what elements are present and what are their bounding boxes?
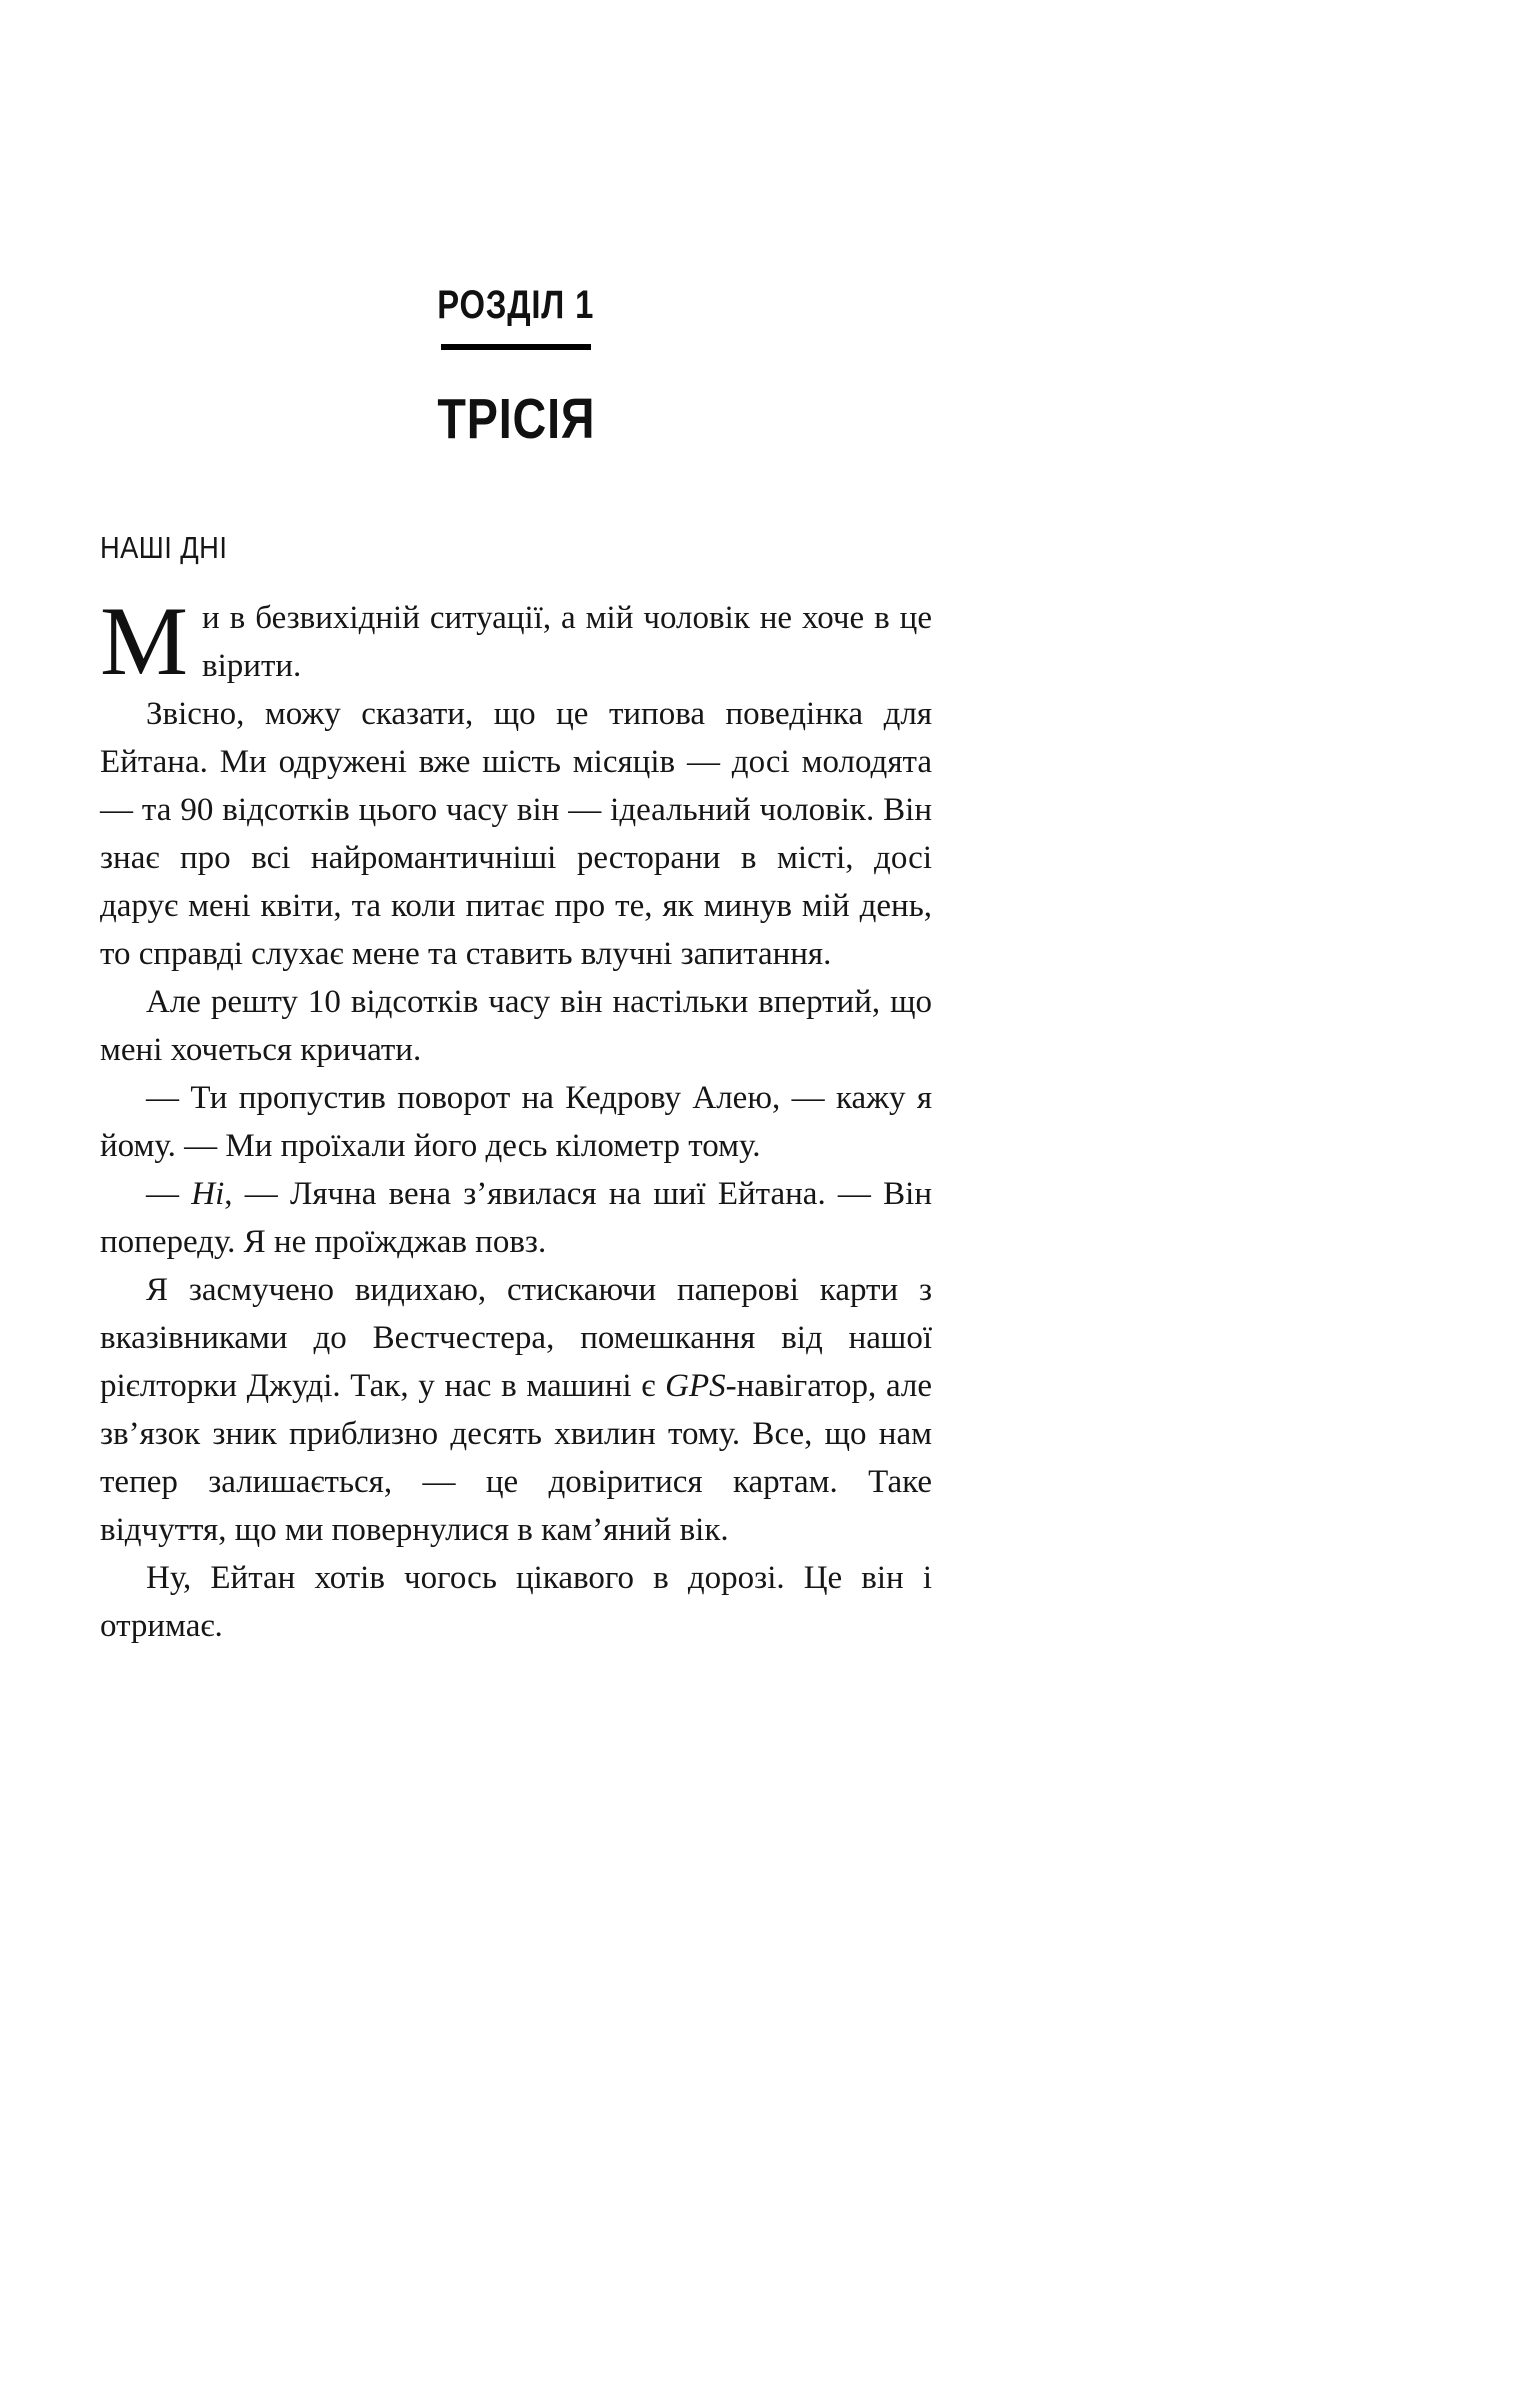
paragraph-opening (100, 587, 932, 696)
section-heading (100, 530, 932, 566)
opening-text: и в безвихідній ситуації, а мій чоловік не хоче в це вірити. (202, 600, 932, 684)
text-column (100, 283, 932, 1650)
paragraph-segment: Я засмучено видихаю, стискаючи паперові карти з вказівниками до Вестчестера, помешкання від нашої рієлторки Джуді. Так, у нас в машині є (100, 1272, 932, 1404)
chapter-rule (441, 344, 591, 350)
paragraph (100, 1170, 932, 1266)
paragraph-segment-italic: Ні (191, 1176, 225, 1212)
chapter-number-label: РОЗДІЛ 1 (437, 283, 595, 327)
paragraph: Звісно, можу сказати, що це типова поведінка для Ейтана. Ми одружені вже шість місяців — досі молодята — та 90 відсотків цього часу він — ідеальний чоловік. Він знає про всі найромантичніші ресторани в місті, досі дарує мені квіти, та коли питає про те, як минув мій день, то справді слухає мене та ставить влучні запитання. (100, 696, 932, 972)
chapter-title-label: ТРІСІЯ (437, 387, 595, 451)
drop-cap: М (100, 587, 189, 696)
chapter-number (100, 283, 932, 328)
paragraph-segment: -навігатор, але зв’язок зник приблизно десять хвилин тому. Все, що нам тепер залишається, — це довіритися картам. Таке відчуття, що ми повернулися в кам’яний вік. (100, 1368, 932, 1548)
section-heading-label: НАШІ ДНІ (100, 530, 228, 565)
chapter-title (100, 386, 932, 452)
paragraph-segment: , — Лячна вена з’явилася на шиї Ейтана. — Він попереду. Я не проїжджав повз. (100, 1176, 932, 1260)
paragraph-segment: — (146, 1176, 192, 1212)
paragraph: Ну, Ейтан хотів чогось цікавого в дорозі. Це він і отримає. (100, 1560, 932, 1644)
paragraph: Але решту 10 відсотків часу він настільки впертий, що мені хочеться кричати. (100, 984, 932, 1068)
paragraph: — Ти пропустив поворот на Кедрову Алею, — кажу я йому. — Ми проїхали його десь кілометр тому. (100, 1080, 932, 1164)
paragraph (100, 1266, 932, 1554)
paragraph-segment-italic: GPS (665, 1368, 726, 1404)
body-text (100, 587, 932, 1650)
chapter-header (100, 283, 932, 452)
